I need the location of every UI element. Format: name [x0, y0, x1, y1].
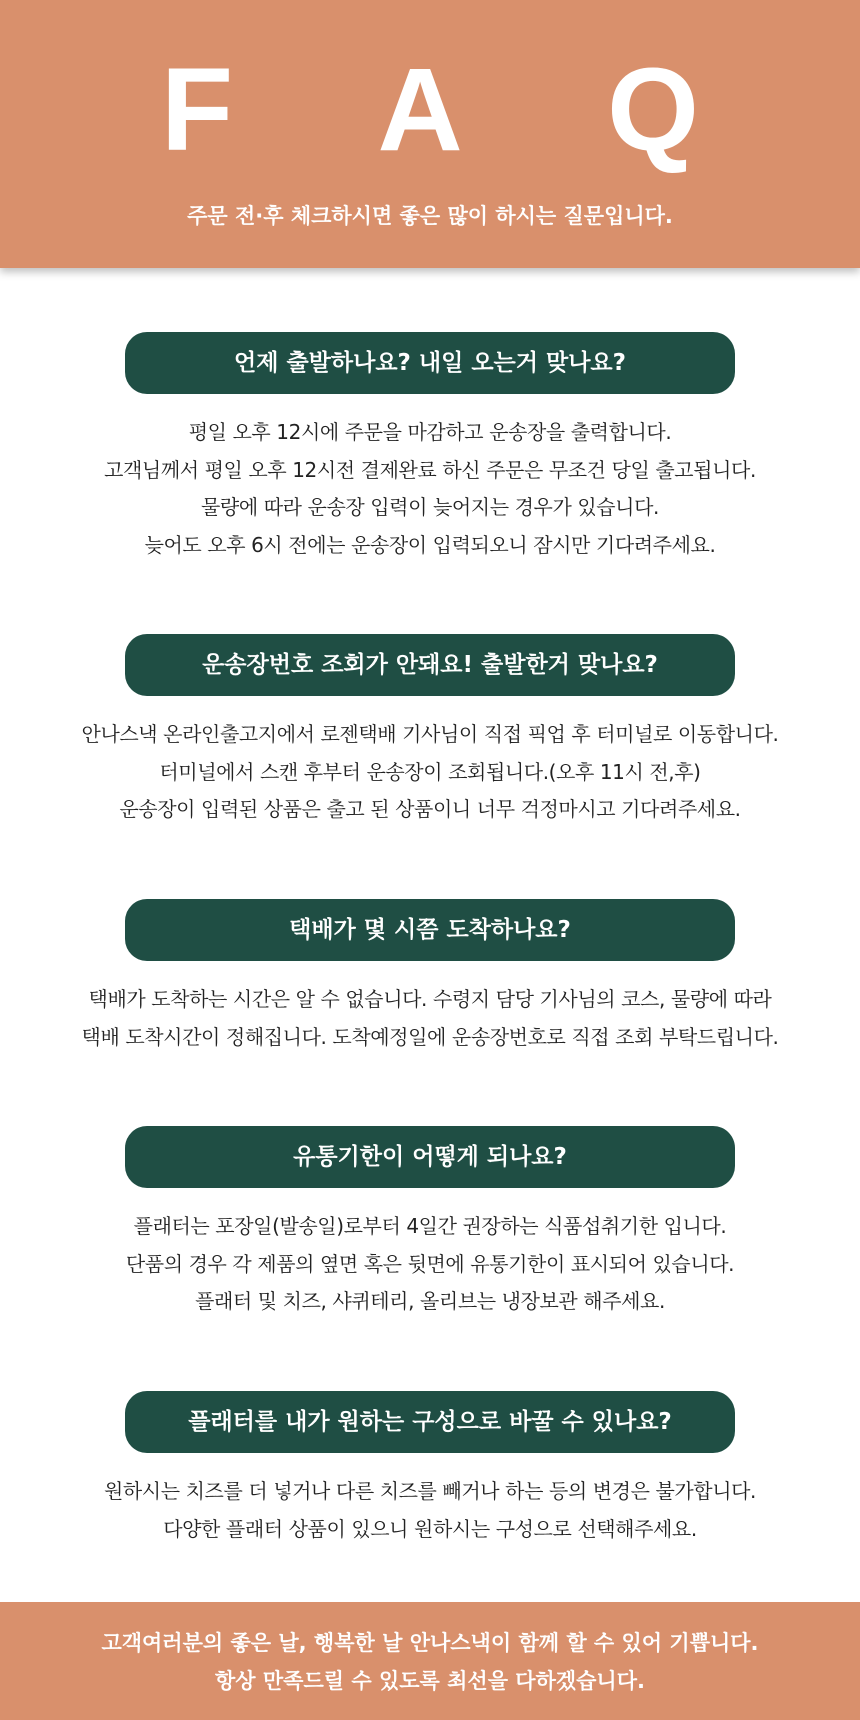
faq-footer: [0, 1602, 860, 1720]
faq-answer-line: 플래터 및 치즈, 샤퀴테리, 올리브는 냉장보관 해주세요.: [195, 1289, 665, 1313]
faq-answer-line: 플래터는 포장일(발송일)로부터 4일간 권장하는 식품섭취기한 입니다.: [133, 1214, 727, 1238]
faq-item-departure: [0, 332, 860, 564]
faq-answer-line: 택배가 도착하는 시간은 알 수 없습니다. 수령지 담당 기사님의 코스, 물량에 따라: [88, 987, 772, 1011]
page-title: F A Q: [161, 44, 757, 176]
footer-line: 고객여러분의 좋은 날, 행복한 날 안나스낵이 함께 할 수 있어 기쁩니다.: [101, 1631, 759, 1655]
faq-answer-line: 택배 도착시간이 정해집니다. 도착예정일에 운송장번호로 직접 조회 부탁드립니다.: [81, 1024, 779, 1049]
faq-answer: [0, 1208, 860, 1321]
faq-item-customize: [0, 1391, 860, 1548]
faq-answer-line: 단품의 경우 각 제품의 옆면 혹은 뒷면에 유통기한이 표시되어 있습니다.: [125, 1251, 735, 1276]
faq-answer-line: 운송장이 입력된 상품은 출고 된 상품이니 너무 걱정마시고 기다려주세요.: [119, 797, 741, 821]
footer-message: [0, 1602, 860, 1700]
faq-answer-line: 평일 오후 12시에 주문을 마감하고 운송장을 출력합니다.: [188, 420, 672, 444]
faq-answer-line: 물량에 따라 운송장 입력이 늦어지는 경우가 있습니다.: [201, 495, 659, 519]
footer-line: 항상 만족드릴 수 있도록 최선을 다하겠습니다.: [215, 1669, 645, 1693]
faq-answer: [0, 1473, 860, 1548]
faq-question: 플래터를 내가 원하는 구성으로 바꿀 수 있나요?: [125, 1391, 735, 1453]
faq-answer-line: 안나스낵 온라인출고지에서 로젠택배 기사님이 직접 픽업 후 터미널로 이동합니다.: [81, 722, 779, 746]
page-subtitle: 주문 전·후 체크하시면 좋은 많이 하시는 질문입니다.: [187, 204, 673, 228]
faq-item-tracking: [0, 634, 860, 829]
faq-item-arrival-time: [0, 899, 860, 1056]
faq-question: 운송장번호 조회가 안돼요! 출발한거 맞나요?: [125, 634, 735, 696]
faq-answer-line: 고객님께서 평일 오후 12시전 결제완료 하신 주문은 무조건 당일 출고됩니다.: [104, 457, 756, 482]
faq-item-expiration: [0, 1126, 860, 1321]
faq-answer-line: 다양한 플래터 상품이 있으니 원하시는 구성으로 선택해주세요.: [163, 1516, 697, 1541]
faq-header: [0, 0, 860, 268]
faq-answer-line: 터미널에서 스캔 후부터 운송장이 조회됩니다.(오후 11시 전,후): [159, 759, 701, 784]
faq-answer: [0, 716, 860, 829]
faq-answer: [0, 981, 860, 1056]
faq-question: 언제 출발하나요? 내일 오는거 맞나요?: [125, 332, 735, 394]
faq-answer: [0, 414, 860, 564]
faq-question: 유통기한이 어떻게 되나요?: [125, 1126, 735, 1188]
faq-answer-line: 원하시는 치즈를 더 넣거나 다른 치즈를 빼거나 하는 등의 변경은 불가합니다.: [103, 1479, 757, 1503]
faq-answer-line: 늦어도 오후 6시 전에는 운송장이 입력되오니 잠시만 기다려주세요.: [144, 532, 716, 557]
faq-question: 택배가 몇 시쯤 도착하나요?: [125, 899, 735, 961]
